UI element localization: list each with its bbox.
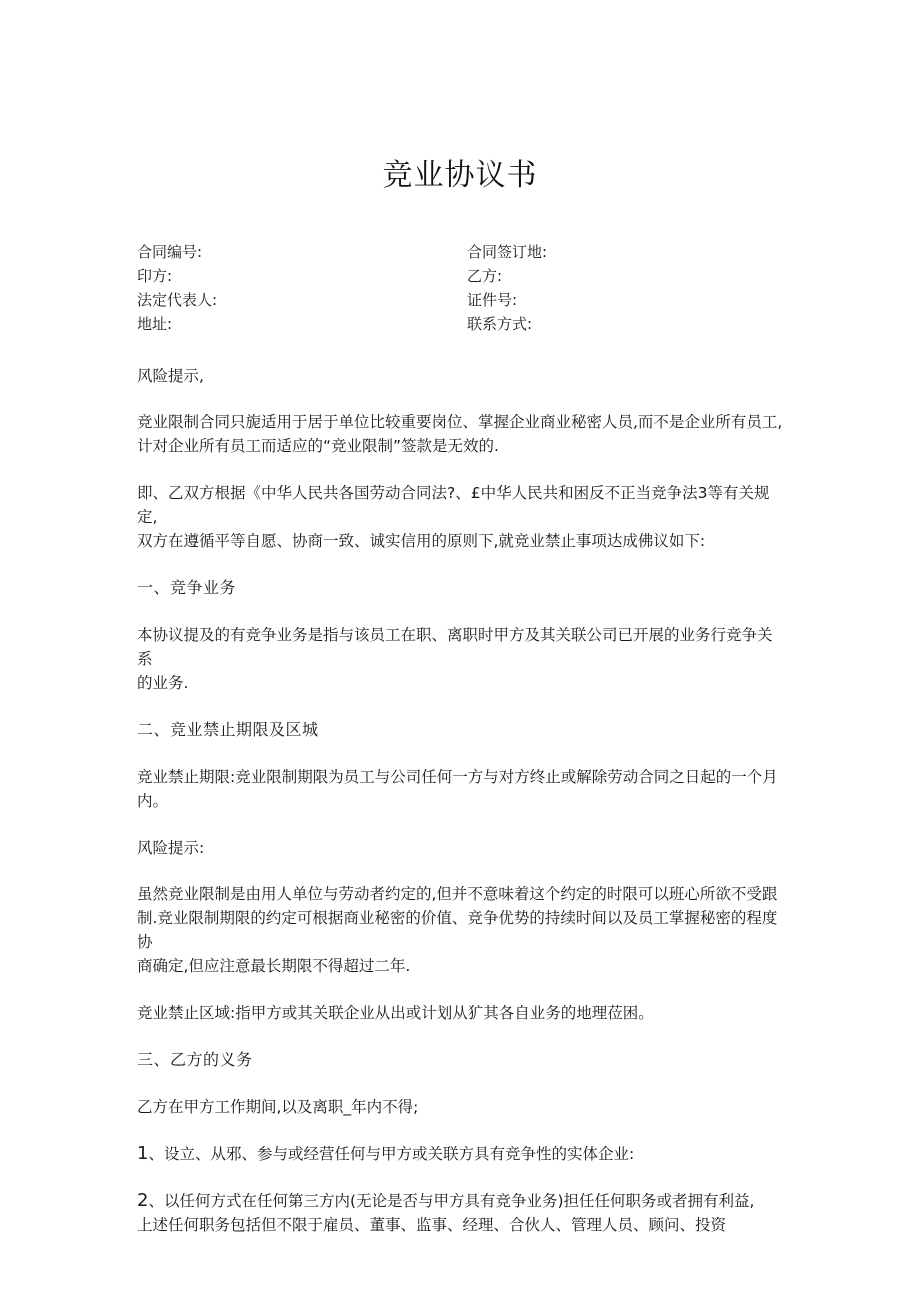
party-a-field: 印方: (137, 267, 173, 285)
legal-rep-field: 法定代表人: (137, 291, 218, 309)
list-item-number: 2 (137, 1190, 149, 1211)
list-item-2 (137, 1189, 785, 1237)
period-line: 竞业禁止期限:竞业限制期限为员工与公司任何一方与对方终止或解除劳动合同之日起的一个月 (137, 768, 778, 786)
list-item-1 (137, 1142, 785, 1166)
risk-note-2-line: 制.竞业限制期限的约定可根据商业秘密的价值、竞争优势的持续时间以及员工掌握秘密的程度协 (137, 909, 778, 951)
period-line: 内。 (137, 792, 169, 810)
section-1-line: 本协议提及的有竞争业务是指与该员工在职、离职时甲方及其关联公司已开展的业务行竞争关系 (137, 626, 773, 668)
document-title: 竞业协议书 (382, 158, 538, 193)
risk-note-line: 计对企业所有员工而适应的“竞业限制”签款是无效的. (137, 437, 499, 455)
party-b-field: 乙方: (467, 267, 503, 285)
risk-note-2-line: 虽然竞业限制是由用人单位与劳动者约定的,但并不意味着这个约定的时限可以班心所欲不受跟 (137, 885, 778, 903)
sign-place-field: 合同签订地: (467, 243, 548, 261)
region-paragraph: 竞业禁止区域:指甲方或其关联企业从出或计划从犷其各自业务的地理莅困。 (137, 1004, 654, 1022)
risk-note-2-paragraph (137, 882, 785, 978)
list-item-number: 1 (137, 1143, 149, 1164)
section-1-paragraph (137, 623, 785, 695)
section-3-intro: 乙方在甲方工作期间,以及离职_年内不得; (137, 1098, 419, 1116)
preamble-line: 即、乙双方根据《中华人民共各国劳动合同法?、£中华人民共和困反不正当竞争法3等有关规定, (137, 484, 770, 526)
section-2-heading: 二、竞业禁止期限及区城 (137, 720, 319, 739)
id-no-field: 证件号: (467, 291, 518, 309)
risk-note-label: 风险提示, (137, 367, 204, 385)
risk-note-paragraph (137, 410, 785, 458)
document-body (137, 364, 785, 1260)
preamble-paragraph (137, 481, 785, 553)
risk-note-line: 竞业限制合同只旎适用于居于单位比较重要岗位、掌握企业商业秘密人员,而不是企业所有员工, (137, 413, 783, 431)
preamble-line: 双方在遵循平等自愿、协商一致、诚实信用的原则下,就竞业禁止事项达成佛议如下: (137, 532, 706, 550)
risk-note-2-line: 商确定,但应注意最长期限不得超过二年. (137, 957, 411, 975)
address-field: 地址: (137, 315, 173, 333)
contact-field: 联系方式: (467, 315, 533, 333)
list-item-text: 、以任何方式在任何第三方内(无论是否与甲方具有竞争业务)担任任何职务或者拥有利益, (148, 1192, 755, 1210)
section-1-line: 的业务. (137, 674, 189, 692)
list-item-text: 上述任何职务包括但不限于雇员、董事、监事、经理、合伙人、管理人员、顾问、投资 (137, 1216, 727, 1234)
section-3-heading: 三、乙方的义务 (137, 1050, 253, 1069)
contract-no-field: 合同编号: (137, 243, 203, 261)
risk-note-2-label: 风险提示: (137, 839, 205, 857)
period-paragraph (137, 765, 785, 813)
list-item-text: 、设立、从邪、参与或经营任何与甲方或关联方具有竞争性的实体企业: (148, 1145, 635, 1163)
section-1-heading: 一、竞争业务 (137, 578, 237, 597)
contract-info-fields (137, 243, 797, 334)
